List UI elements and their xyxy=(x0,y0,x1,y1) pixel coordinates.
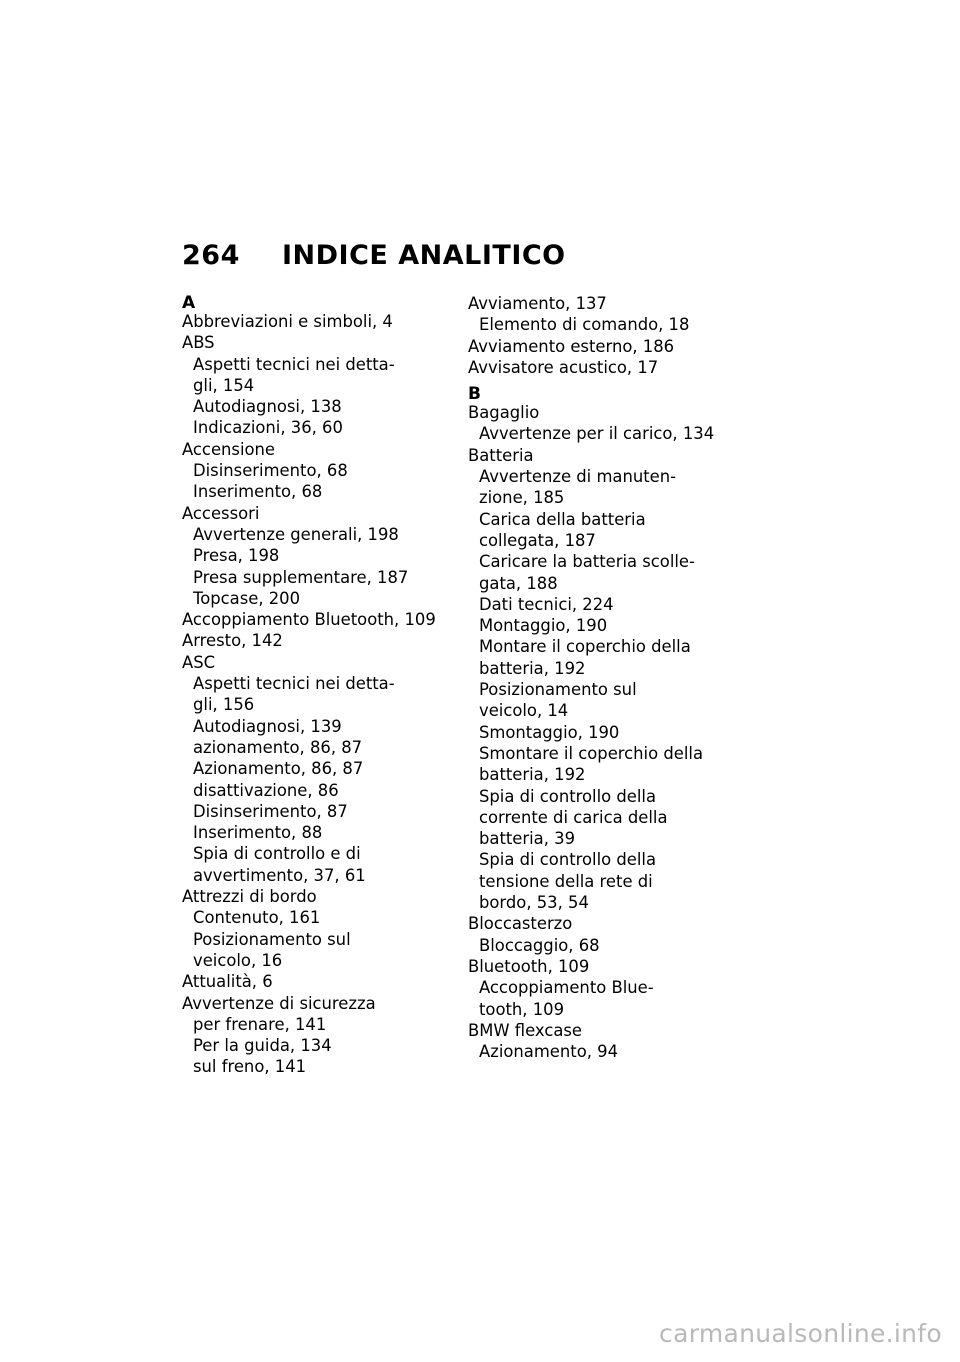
page-header xyxy=(182,240,566,280)
index-subentry: Dati tecnici, 224 xyxy=(479,594,614,614)
index-subentry: veicolo, 16 xyxy=(193,950,283,970)
section-letter: A xyxy=(182,293,196,313)
index-entry: Batteria xyxy=(468,445,534,465)
index-subentry: Presa supplementare, 187 xyxy=(193,567,409,587)
index-subentry: Spia di controllo della xyxy=(479,850,657,870)
index-subentry: per frenare, 141 xyxy=(193,1014,327,1034)
index-subentry: gli, 154 xyxy=(193,375,255,395)
index-subentry: tooth, 109 xyxy=(479,999,565,1019)
index-subentry: Smontaggio, 190 xyxy=(479,722,620,742)
index-subentry: Disinserimento, 68 xyxy=(193,461,348,481)
watermark: carmanualsonline.info xyxy=(659,1319,942,1348)
index-subentry: Avvertenze di manuten- xyxy=(479,467,677,487)
index-entry: Attrezzi di bordo xyxy=(182,887,317,907)
index-subentry: collegata, 187 xyxy=(479,530,596,550)
index-subentry: Carica della batteria xyxy=(479,509,646,529)
index-group xyxy=(468,386,748,1062)
index-entry: Abbreviazioni e simboli, 4 xyxy=(182,312,393,331)
index-subentry: azionamento, 86, 87 xyxy=(193,737,363,757)
index-column-left xyxy=(182,293,462,1078)
index-subentry: Disinserimento, 87 xyxy=(193,801,348,821)
index-entry: Bloccasterzo xyxy=(468,914,573,934)
index-entry: Attualità, 6 xyxy=(182,972,273,992)
index-subentry: Bloccaggio, 68 xyxy=(479,935,600,955)
index-entry: Bluetooth, 109 xyxy=(468,956,590,976)
index-subentry: Avvertenze per il carico, 134 xyxy=(479,424,715,444)
index-subentry: gata, 188 xyxy=(479,573,558,593)
index-subentry: Montare il coperchio della xyxy=(479,637,691,657)
index-subentry: Avvertenze generali, 198 xyxy=(193,524,399,544)
index-entry: Avvertenze di sicurezza xyxy=(182,993,376,1013)
index-group xyxy=(182,295,462,1078)
index-subentry: zione, 185 xyxy=(479,488,565,508)
index-entry: Bagaglio xyxy=(468,403,540,423)
index-entry: ASC xyxy=(182,652,216,672)
index-entry: BMW flexcase xyxy=(468,1020,583,1040)
index-subentry: Autodiagnosi, 138 xyxy=(193,397,342,417)
section-letter: B xyxy=(468,384,481,405)
index-entry: Accoppiamento Bluetooth, 109 xyxy=(182,610,436,630)
index-entry: Avviamento, 137 xyxy=(468,294,607,313)
index-subentry: Aspetti tecnici nei detta- xyxy=(193,674,395,694)
index-subentry: sul freno, 141 xyxy=(193,1057,307,1077)
index-subentry: batteria, 192 xyxy=(479,765,586,785)
index-group xyxy=(468,293,748,378)
index-subentry: Spia di controllo della xyxy=(479,786,657,806)
index-entry: Avvisatore acustico, 17 xyxy=(468,357,659,377)
index-column-right xyxy=(468,293,748,1062)
index-subentry: bordo, 53, 54 xyxy=(479,893,589,913)
index-subentry: Presa, 198 xyxy=(193,546,280,566)
index-subentry: Per la guida, 134 xyxy=(193,1036,332,1056)
index-subentry: Posizionamento sul xyxy=(193,929,351,949)
index-subentry: disattivazione, 86 xyxy=(193,780,339,800)
index-subentry: Autodiagnosi, 139 xyxy=(193,716,342,736)
index-entry: Accensione xyxy=(182,439,276,459)
index-subentry: Contenuto, 161 xyxy=(193,908,321,928)
index-subentry: Elemento di comando, 18 xyxy=(479,315,690,335)
index-subentry: Azionamento, 86, 87 xyxy=(193,759,364,779)
page-title: INDICE ANALITICO xyxy=(282,240,566,271)
index-subentry: Caricare la batteria scolle- xyxy=(479,552,695,572)
index-subentry: Inserimento, 88 xyxy=(193,823,323,843)
index-subentry: Azionamento, 94 xyxy=(479,1042,619,1062)
page-number: 264 xyxy=(182,240,240,271)
index-entry: Arresto, 142 xyxy=(182,631,283,651)
index-subentry: Accoppiamento Blue- xyxy=(479,978,654,998)
index-subentry: Aspetti tecnici nei detta- xyxy=(193,354,395,374)
index-subentry: Spia di controllo e di xyxy=(193,844,361,864)
index-subentry: Topcase, 200 xyxy=(193,588,301,608)
index-entry: ABS xyxy=(182,333,215,353)
index-subentry: Indicazioni, 36, 60 xyxy=(193,418,343,438)
index-subentry: tensione della rete di xyxy=(479,871,653,891)
index-subentry: batteria, 39 xyxy=(479,829,575,849)
index-subentry: Montaggio, 190 xyxy=(479,616,608,636)
index-entry: Avviamento esterno, 186 xyxy=(468,336,675,356)
index-subentry: corrente di carica della xyxy=(479,807,668,827)
index-subentry: Smontare il coperchio della xyxy=(479,743,703,763)
index-subentry: veicolo, 14 xyxy=(479,701,569,721)
index-subentry: Inserimento, 68 xyxy=(193,482,323,502)
index-subentry: batteria, 192 xyxy=(479,658,586,678)
index-entry: Accessori xyxy=(182,503,260,523)
index-subentry: gli, 156 xyxy=(193,695,255,715)
index-subentry: avvertimento, 37, 61 xyxy=(193,865,366,885)
index-subentry: Posizionamento sul xyxy=(479,680,637,700)
